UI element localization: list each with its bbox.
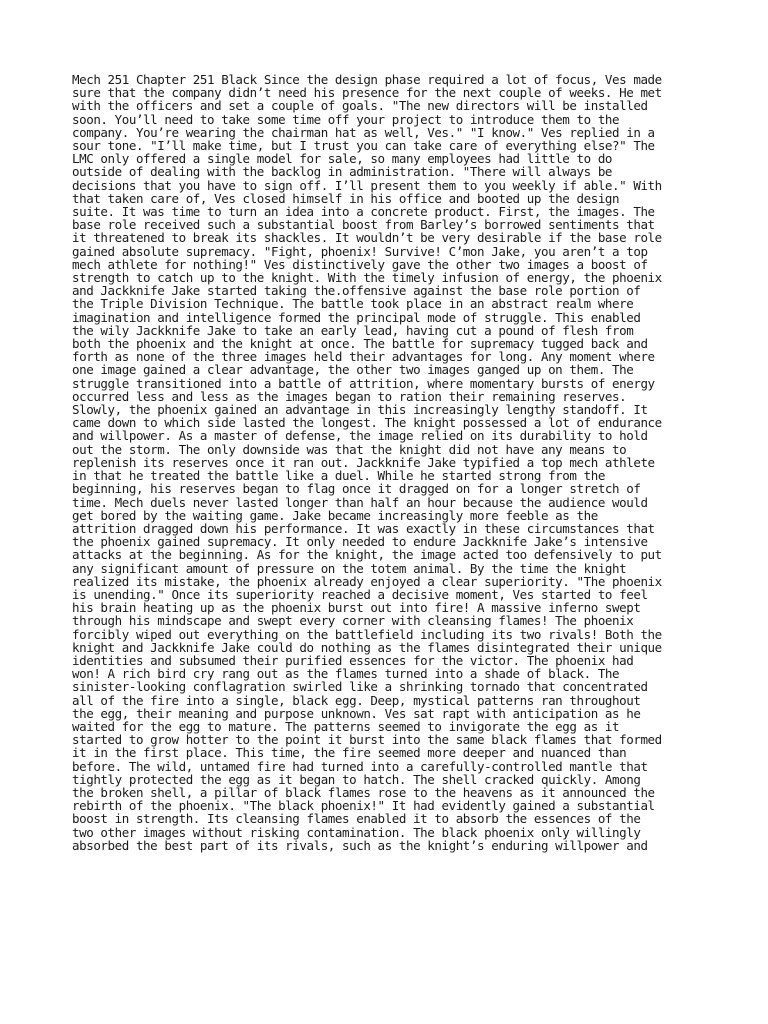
chapter-body-text: Mech 251 Chapter 251 Black Since the design phase required a lot of focus, Ves made sure that the company didn’t need his presence for the next couple of weeks. He met with the officers and set a couple of goals. "The new directors will be installed soon. You’ll need to take some time off your project to introduce them to the company. You’re wearing the chairman hat as well, Ves." "I know." Ves replied in a sour tone. "I’ll make time, but I trust you can take care of everything else?" The LMC only offered a single model for sale, so many employees had little to do outside of dealing with the backlog in administration. "There will always be decisions that you have to sign off. I’ll present them to you weekly if able." With that taken care of, Ves closed himself in his office and booted up the design suite. It was time to turn an idea into a concrete product. First, the images. The base role received such a substantial boost from Barley’s borrowed sentiments that it threatened to break its shackles. It wouldn’t be very desirable if the base role gained absolute supremacy. "Fight, phoenix! Survive! C’mon Jake, you aren’t a top mech athlete for nothing!" Ves distinctively gave the other two images a boost of strength to catch up to the knight. With the timely infusion of energy, the phoenix and Jackknife Jake started taking the.offensive against the base role portion of the Triple Division Technique. The battle took place in an abstract realm where imagination and intelligence formed the principal mode of struggle. This enabled the wily Jackknife Jake to take an early lead, having cut a pound of flesh from both the phoenix and the knight at once. The battle for supremacy tugged back and forth as none of the three images held their advantages for long. Any moment where one image gained a clear advantage, the other two images ganged up on them. The struggle transitioned into a battle of attrition, where momentary bursts of energy occurred less and less as the images began to ration their remaining reserves. Slowly, the phoenix gained an advantage in this increasingly lengthy standoff. It came down to which side lasted the longest. The knight possessed a lot of endurance and willpower. As a master of defense, the image relied on its durability to hold out the storm. The only downside was that the knight did not have any means to replenish its reserves once it ran out. Jackknife Jake typified a top mech athlete in that he treated the battle like a duel. While he started strong from the beginning, his reserves began to flag once it dragged on for a longer stretch of time. Mech duels never lasted longer than half an hour because the audience would get bored by the waiting game. Jake became increasingly more feeble as the attrition dragged down his performance. It was exactly in these circumstances that the phoenix gained supremacy. It only needed to endure Jackknife Jake’s intensive attacks at the beginning. As for the knight, the image acted too defensively to put any significant amount of pressure on the totem animal. By the time the knight realized its mistake, the phoenix already enjoyed a clear superiority. "The phoenix is unending." Once its superiority reached a decisive moment, Ves started to feel his brain heating up as the phoenix burst out into fire! A massive inferno swept through his mindscape and swept every corner with cleansing flames! The phoenix forcibly wiped out everything on the battlefield including its two rivals! Both the knight and Jackknife Jake could do nothing as the flames disintegrated their unique identities and subsumed their purified essences for the victor. The phoenix had won! A rich bird cry rang out as the flames turned into a shade of black. The sinister-looking conflagration swirled like a shrinking tornado that concentrated all of the fire into a single, black egg. Deep, mystical patterns ran throughout the egg, their meaning and purpose unknown. Ves sat rapt with anticipation as he waited for the egg to mature. The patterns seemed to invigorate the egg as it started to grow hotter to the point it burst into the same black flames that formed it in the first place. This time, the fire seemed more deeper and nuanced than before. The wild, untamed fire had turned into a carefully-controlled mantle that tightly protected the egg as it began to hatch. The shell cracked quickly. Among the broken shell, a pillar of black flames rose to the heavens as it announced the rebirth of the phoenix. "The black phoenix!" It had evidently gained a substantial boost in strength. Its cleansing flames enabled it to absorb the essences of the two other images without risking contamination. The black phoenix only willingly absorbed the best part of its rivals, such as the knight’s enduring willpower and	[72, 72, 662, 853]
